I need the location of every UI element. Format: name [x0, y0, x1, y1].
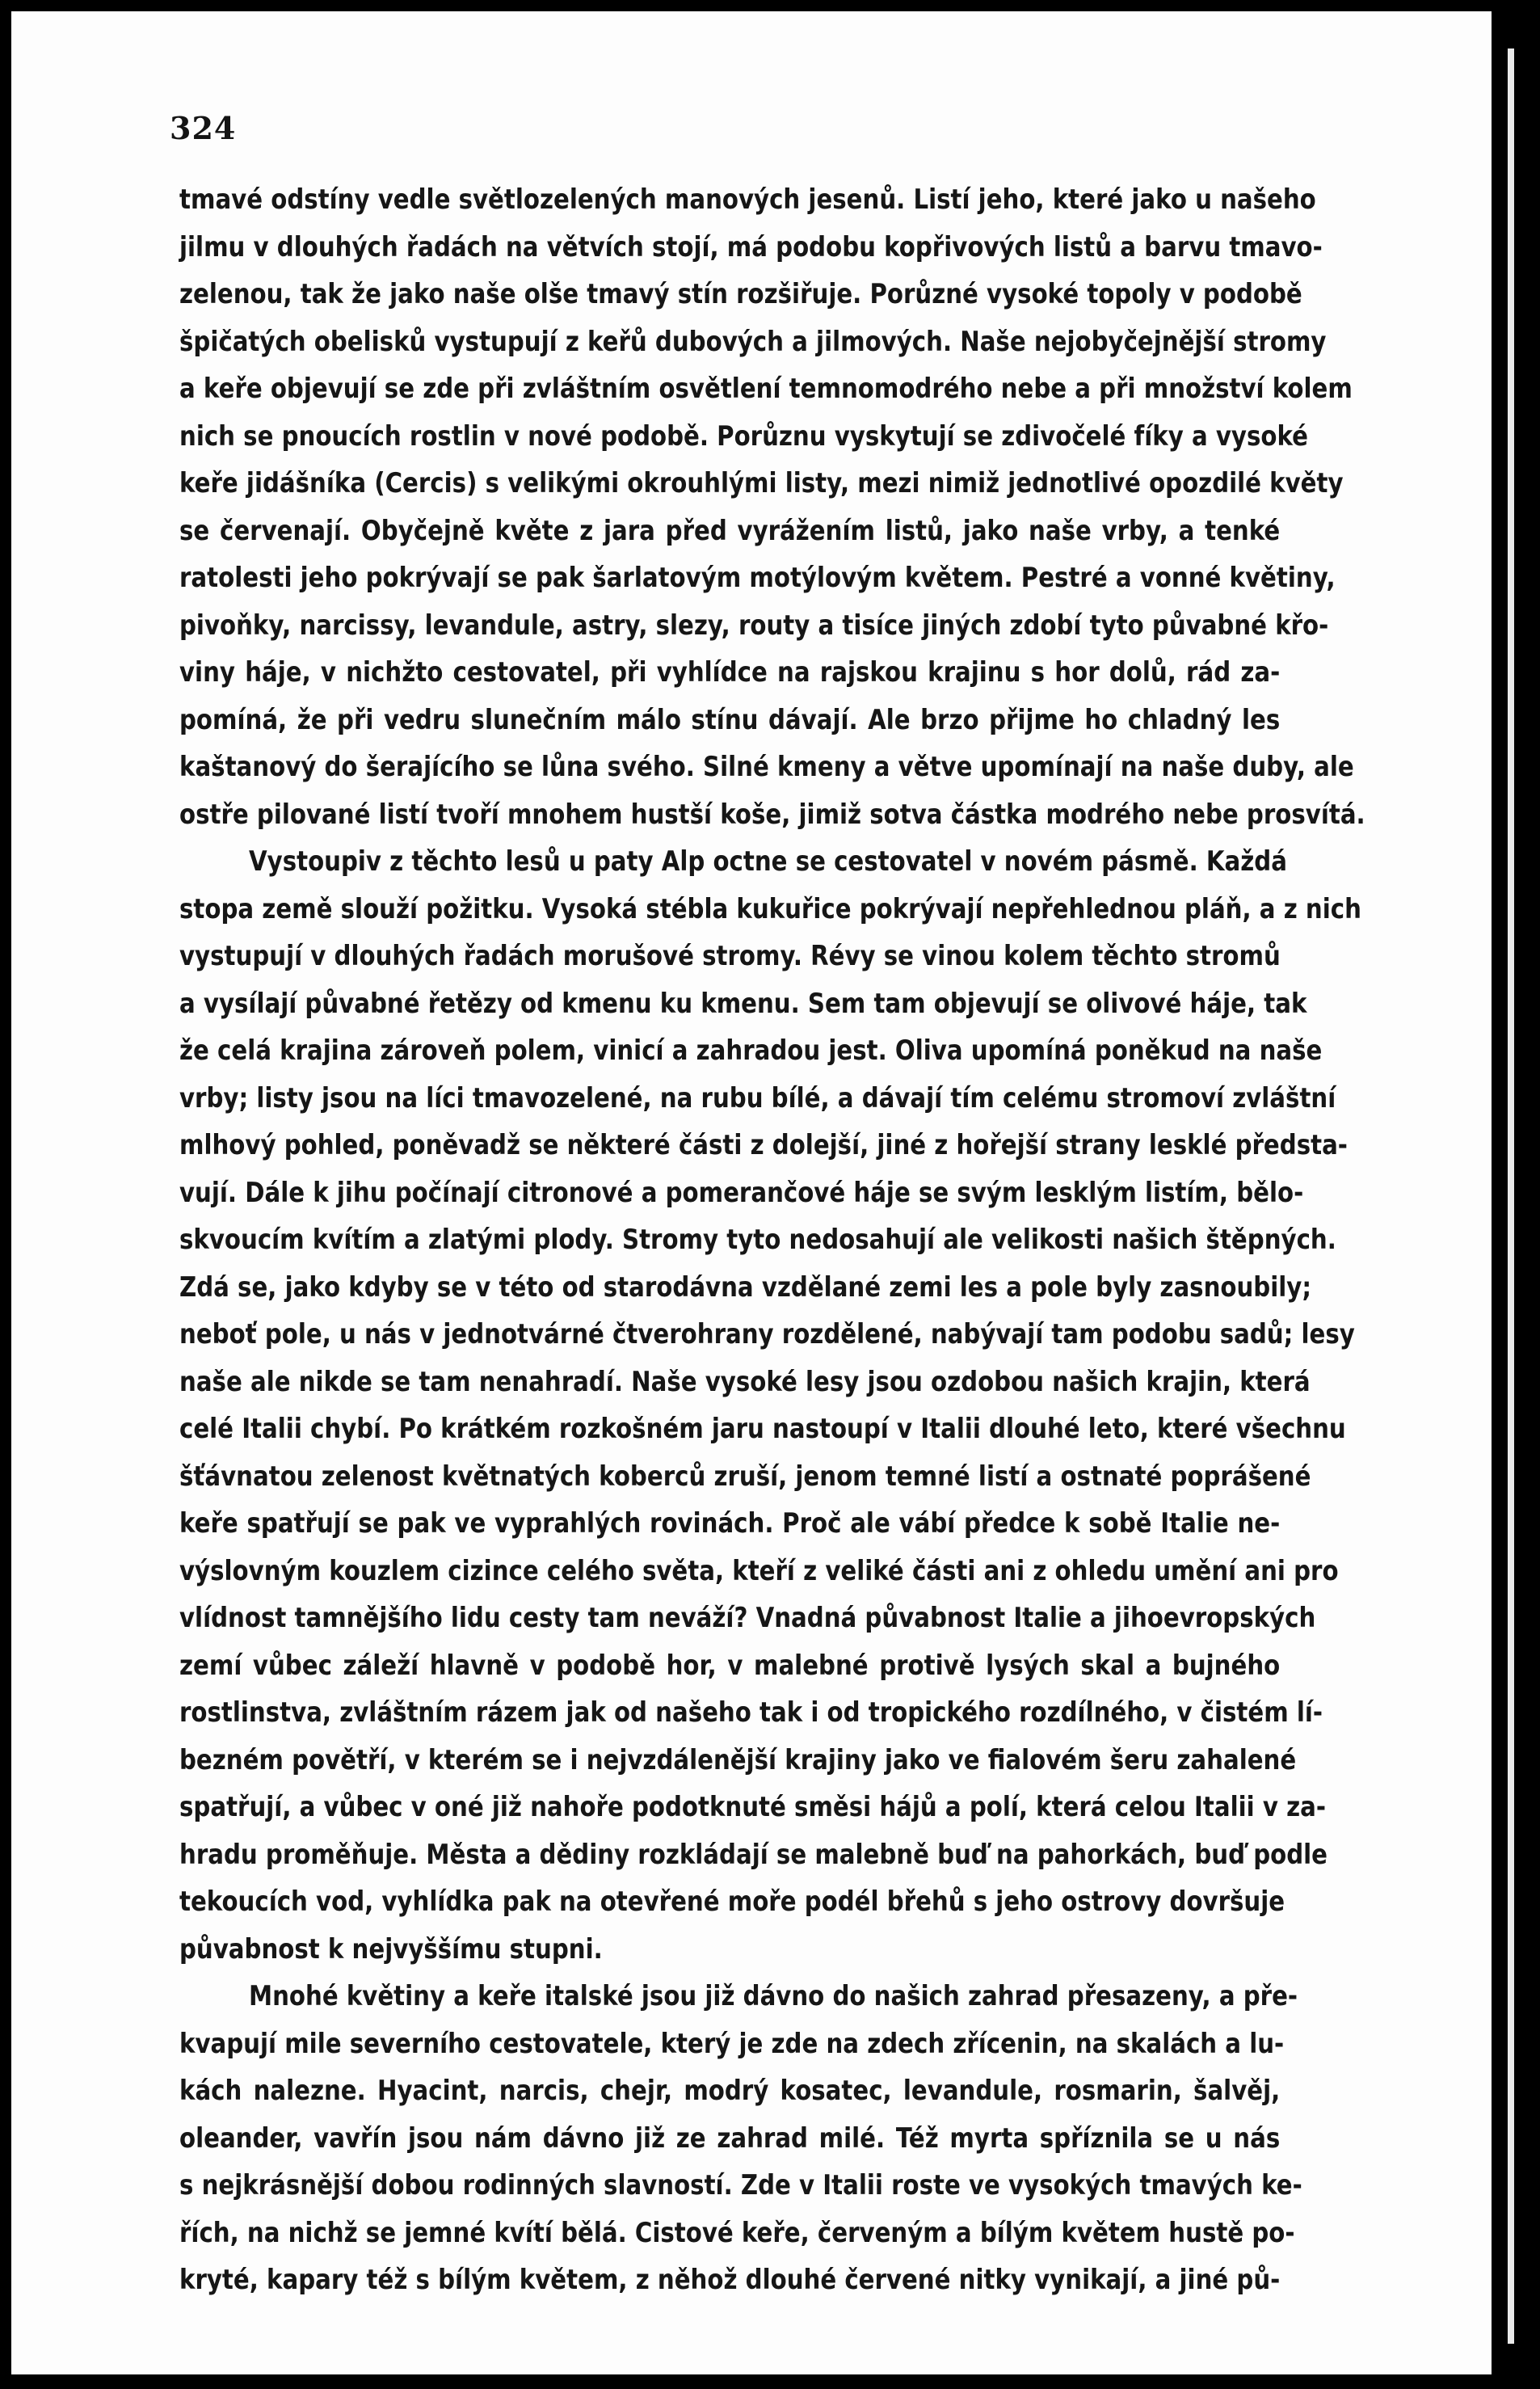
- text-line: vrby; listy jsou na líci tmavozelené, na rubu bílé, a dávají tím celému stromoví zvláštní: [179, 1081, 1336, 1114]
- text-line: špičatých obelisků vystupují z keřů dubových a jilmových. Naše nejobyčejnější stromy: [179, 325, 1327, 358]
- body-text: [179, 176, 1365, 2304]
- text-line: zelenou, tak že jako naše olše tmavý stín rozšiřuje. Porůzné vysoké topoly v podobě: [179, 278, 1302, 310]
- text-line: jilmu v dlouhých řadách na větvích stojí, má podobu kopřivových listů a barvu tmavo-: [179, 230, 1323, 263]
- text-line: keře jidášníka (Cercis) s velikými okrouhlými listy, mezi nimiž jednotlivé opozdilé květy: [179, 467, 1344, 499]
- text-line: kaštanový do šerajícího se lůna svého. Silné kmeny a větve upomínají na naše duby, ale: [179, 751, 1354, 783]
- text-line: stopa země slouží požitku. Vysoká stébla kukuřice pokrývají nepřehlednou pláň, a z nich: [179, 892, 1361, 925]
- text-line: vují. Dále k jihu počínají citronové a pomerančové háje se svým lesklým listím, bělo-: [179, 1176, 1304, 1209]
- paragraph-3: [179, 1973, 1302, 2304]
- text-line: Zdá se, jako kdyby se v této od starodávna vzdělané zemi les a pole byly zasnoubily;: [179, 1270, 1312, 1304]
- text-line: naše ale nikde se tam nenahradí. Naše vysoké lesy jsou ozdobou našich krajin, která: [179, 1365, 1311, 1398]
- text-line: mlhový pohled, poněvadž se některé části z dolejší, jiné z hořejší strany lesklé předsta-: [179, 1129, 1348, 1161]
- text-line: zemí vůbec záleží hlavně v podobě hor, v malebné protivě lysých skal a bujného: [179, 1649, 1281, 1682]
- text-line: šťávnatou zelenost květnatých koberců zruší, jenom temné listí a ostnaté poprášené: [179, 1460, 1311, 1493]
- paragraph-2: [179, 838, 1361, 1973]
- scan-border: [1492, 0, 1540, 2389]
- text-line: kách nalezne. Hyacint, narcis, chejr, modrý kosatec, levandule, rosmarin, šalvěj,: [179, 2075, 1281, 2107]
- text-line: ostře pilované listí tvoří mnohem hustší koše, jimiž sotva částka modrého nebe prosvítá.: [179, 798, 1365, 831]
- text-line: řích, na nichž se jemné kvítí bělá. Cistové keře, červeným a bílým květem hustě po-: [179, 2216, 1295, 2249]
- text-line: se červenají. Obyčejně květe z jara před vyrážením listů, jako naše vrby, a tenké: [179, 514, 1281, 547]
- text-line: výslovným kouzlem cizince celého světa, kteří z veliké části ani z ohledu umění ani pro: [179, 1554, 1339, 1587]
- text-line: celé Italii chybí. Po krátkém rozkošném jaru nastoupí v Italii dlouhé leto, které všechnu: [179, 1413, 1346, 1445]
- text-line: spatřují, a vůbec v oné již nahoře podotknuté směsi hájů a polí, která celou Italii v za-: [179, 1791, 1326, 1823]
- text-line: keře spatřují se pak ve vyprahlých rovinách. Proč ale vábí předce k sobě Italie ne-: [179, 1507, 1281, 1540]
- text-line: tekoucích vod, vyhlídka pak na otevřené moře podél břehů s jeho ostrovy dovršuje: [179, 1885, 1285, 1918]
- text-line: neboť pole, u nás v jednotvárné čtverohrany rozdělené, nabývají tam podobu sadů; lesy: [179, 1318, 1355, 1350]
- text-line: a keře objevují se zde při zvláštním osvětlení temnomodrého nebe a při množství kolem: [179, 373, 1353, 405]
- text-line: půvabnost k nejvyššímu stupni.: [179, 1932, 603, 1966]
- text-line: bezném povětří, v kterém se i nejvzdálenější krajiny jako ve fialovém šeru zahalené: [179, 1743, 1297, 1776]
- text-line: hradu proměňuje. Města a dědiny rozkládají se malebně buď na pahorkách, buď podle: [179, 1838, 1328, 1871]
- text-line: viny háje, v nichžto cestovatel, při vyhlídce na rajskou krajinu s hor dolů, rád za-: [179, 656, 1281, 689]
- text-line: rostlinstva, zvláštním rázem jak od našeho tak i od tropického rozdílného, v čistém lí-: [179, 1696, 1323, 1729]
- text-line: ratolesti jeho pokrývají se pak šarlatovým motýlovým květem. Pestré a vonné květiny,: [179, 562, 1336, 594]
- text-line: s nejkrásnější dobou rodinných slavností. Zde v Italii roste ve vysokých tmavých ke-: [179, 2169, 1302, 2202]
- text-line: Mnohé květiny a keře italské jsou již dávno do našich zahrad přesazeny, a pře-: [249, 1980, 1298, 2012]
- text-line: oleander, vavřín jsou nám dávno již ze zahrad milé. Též myrta spříznila se u nás: [179, 2121, 1281, 2155]
- page-edge-strip: [1508, 48, 1514, 2344]
- text-line: nich se pnoucích rostlin v nové podobě. Porůznu vyskytují se zdivočelé fíky a vysoké: [179, 419, 1308, 453]
- text-line: pivoňky, narcissy, levandule, astry, slezy, routy a tisíce jiných zdobí tyto půvabné křo-: [179, 609, 1329, 642]
- text-line: tmavé odstíny vedle světlozelených manových jesenů. Listí jeho, které jako u našeho: [179, 183, 1316, 216]
- text-line: vlídnost tamnějšího lidu cesty tam neváží? Vnadná půvabnost Italie a jihoevropských: [179, 1602, 1316, 1634]
- page-number: 324: [170, 110, 237, 146]
- text-line: skvoucím kvítím a zlatými plody. Stromy tyto nedosahují ale velikosti našich štěpných.: [179, 1224, 1336, 1256]
- text-line: kryté, kapary též s bílým květem, z něhož dlouhé červené nitky vynikají, a jiné pů-: [179, 2264, 1281, 2296]
- text-line: že celá krajina zároveň polem, vinicí a zahradou jest. Oliva upomíná poněkud na naše: [179, 1034, 1323, 1067]
- paragraph-1: [179, 176, 1365, 838]
- text-line: Vystoupiv z těchto lesů u paty Alp octne se cestovatel v novém pásmě. Každá: [249, 845, 1287, 878]
- text-line: pomíná, že při vedru slunečním málo stínu dávají. Ale brzo přijme ho chladný les: [179, 703, 1281, 736]
- text-line: a vysílají půvabné řetězy od kmenu ku kmenu. Sem tam objevují se olivové háje, tak: [179, 987, 1307, 1020]
- text-line: kvapují mile severního cestovatele, který je zde na zdech zřícenin, na skalách a lu-: [179, 2027, 1285, 2060]
- text-line: vystupují v dlouhých řadách morušové stromy. Révy se vinou kolem těchto stromů: [179, 940, 1281, 972]
